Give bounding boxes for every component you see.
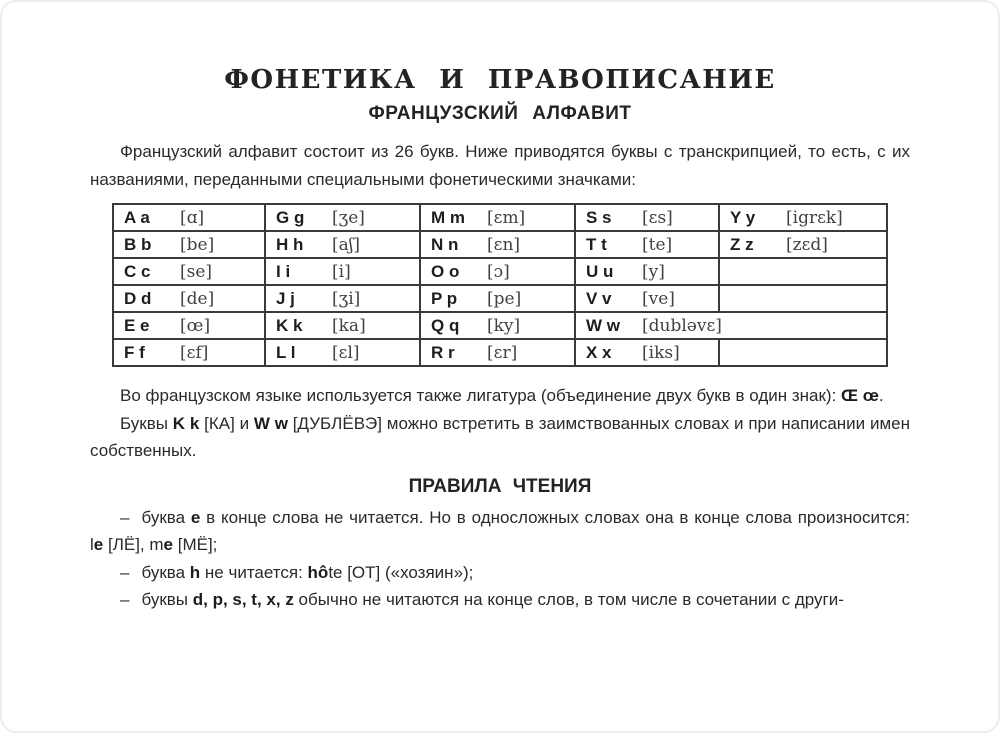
alphabet-cell xyxy=(575,204,719,231)
transcription-label: [igrɛk] xyxy=(786,207,843,228)
page-title: ФОНЕТИКА И ПРАВОПИСАНИЕ xyxy=(224,65,776,95)
letter-label: B b xyxy=(124,234,152,254)
intro-text: Французский алфавит состоит из 26 букв. Ниже приводятся буквы с транскрипцией, то есть, с их названиями, переданными специальными фонетическими значками: xyxy=(90,142,910,189)
transcription-label: [ɛm] xyxy=(487,207,526,228)
alphabet-cell-empty xyxy=(719,285,887,312)
letter-label: O o xyxy=(431,261,460,281)
letter-label: R r xyxy=(431,342,455,362)
table-row xyxy=(113,204,887,231)
alphabet-cell xyxy=(265,285,420,312)
letter-label: Q q xyxy=(431,315,460,335)
transcription-label: [œ] xyxy=(180,315,211,336)
letter-label: Z z xyxy=(730,234,754,254)
transcription-label: [ɑ] xyxy=(180,207,205,228)
table-row xyxy=(113,285,887,312)
transcription-label: [ɛl] xyxy=(332,342,360,363)
alphabet-cell xyxy=(719,231,887,258)
transcription-label: [zɛd] xyxy=(786,234,828,255)
alphabet-cell xyxy=(575,285,719,312)
alphabet-cell xyxy=(575,258,719,285)
table-row xyxy=(113,231,887,258)
table-row xyxy=(113,258,887,285)
alphabet-cell xyxy=(420,285,575,312)
alphabet-cell xyxy=(420,258,575,285)
rule-item-h: – буква h не читается: hôte [ОТ] («хозяин»); xyxy=(120,562,474,582)
alphabet-cell xyxy=(113,285,265,312)
alphabet-cell xyxy=(420,204,575,231)
ligature-bold: Œ œ xyxy=(841,386,879,405)
letter-label: W w xyxy=(586,315,620,335)
transcription-label: [te] xyxy=(642,234,673,255)
transcription-label: [y] xyxy=(642,261,665,282)
transcription-label: [ɛs] xyxy=(642,207,673,228)
transcription-label: [se] xyxy=(180,261,213,282)
letter-label: L l xyxy=(276,342,296,362)
rule-dash: – xyxy=(120,507,130,527)
transcription-label: [be] xyxy=(180,234,215,255)
letter-label: X x xyxy=(586,342,612,362)
letter-label: J j xyxy=(276,288,295,308)
letter-label: A a xyxy=(124,207,150,227)
alphabet-cell xyxy=(719,204,887,231)
transcription-label: [ɔ] xyxy=(487,261,510,282)
table-row xyxy=(113,339,887,366)
letter-label: M m xyxy=(431,207,465,227)
rule-item-final-consonants: – буквы d, p, s, t, x, z обычно не читаются на конце слов, в том числе в сочетании с други- xyxy=(120,590,844,609)
ligature-paragraph xyxy=(90,382,910,410)
alphabet-cell xyxy=(575,339,719,366)
letter-label: I i xyxy=(276,261,291,281)
alphabet-table xyxy=(112,203,888,367)
alphabet-cell xyxy=(265,231,420,258)
rule-dash: – xyxy=(120,562,130,582)
rule-item-e: – буква e в конце слова не читается. Но в односложных словах она в конце слова произносится: le [ЛЁ], me [МЁ]; xyxy=(90,507,910,554)
reading-rules-heading: ПРАВИЛА ЧТЕНИЯ xyxy=(408,475,592,497)
alphabet-cell xyxy=(113,312,265,339)
alphabet-cell-empty xyxy=(719,339,887,366)
transcription-label: [ʒe] xyxy=(332,207,365,228)
letter-label: K k xyxy=(276,315,303,335)
transcription-label: [iks] xyxy=(642,342,680,363)
transcription-label: [de] xyxy=(180,288,215,309)
alphabet-cell-empty xyxy=(719,258,887,285)
page-subtitle: ФРАНЦУЗСКИЙ АЛФАВИТ xyxy=(368,103,632,124)
letter-label: C c xyxy=(124,261,151,281)
alphabet-cell xyxy=(265,258,420,285)
letter-label: V v xyxy=(586,288,612,308)
ligature-text: Во французском языке используется также лигатура (объединение двух букв в один знак): xyxy=(120,386,842,405)
ligature-text-end: . xyxy=(878,386,884,405)
rule-dash: – xyxy=(120,590,130,609)
alphabet-cell xyxy=(265,339,420,366)
letter-label: E e xyxy=(124,315,150,335)
transcription-label: [ɛf] xyxy=(180,342,209,363)
transcription-label: [ɛr] xyxy=(487,342,518,363)
letter-label: N n xyxy=(431,234,459,254)
table-row xyxy=(113,312,887,339)
transcription-label: [dubləvɛ] xyxy=(642,315,722,336)
alphabet-cell xyxy=(575,231,719,258)
transcription-label: [pe] xyxy=(487,288,522,309)
alphabet-cell xyxy=(420,312,575,339)
alphabet-cell xyxy=(113,258,265,285)
letter-kk-bold: K k xyxy=(172,413,200,433)
loanwords-paragraph: Буквы K k [КА] и W w [ДУБЛЁВЭ] можно встретить в заимствованных словах и при написании имен собственных. xyxy=(90,413,910,460)
transcription-label: [i] xyxy=(332,261,351,282)
intro-paragraph xyxy=(90,138,910,193)
letter-label: G g xyxy=(276,207,305,227)
alphabet-cell xyxy=(420,339,575,366)
letter-ww-bold: W w xyxy=(253,413,288,433)
alphabet-cell xyxy=(575,312,887,339)
letter-label: Y y xyxy=(730,207,756,227)
alphabet-cell xyxy=(113,339,265,366)
letter-label: U u xyxy=(586,261,614,281)
letter-label: P p xyxy=(431,288,458,308)
transcription-label: [ʒi] xyxy=(332,288,361,309)
letter-label: H h xyxy=(276,234,304,254)
letter-label: D d xyxy=(124,288,152,308)
transcription-label: [ve] xyxy=(642,288,675,309)
letter-label: F f xyxy=(124,342,145,362)
alphabet-cell xyxy=(113,231,265,258)
alphabet-cell xyxy=(420,231,575,258)
alphabet-cell xyxy=(265,204,420,231)
letter-label: T t xyxy=(586,234,607,254)
transcription-label: [aʃ] xyxy=(332,234,361,255)
transcription-label: [ɛn] xyxy=(487,234,521,255)
alphabet-cell xyxy=(113,204,265,231)
transcription-label: [ka] xyxy=(332,315,366,336)
transcription-label: [ky] xyxy=(487,315,521,336)
alphabet-cell xyxy=(265,312,420,339)
letter-label: S s xyxy=(586,207,612,227)
